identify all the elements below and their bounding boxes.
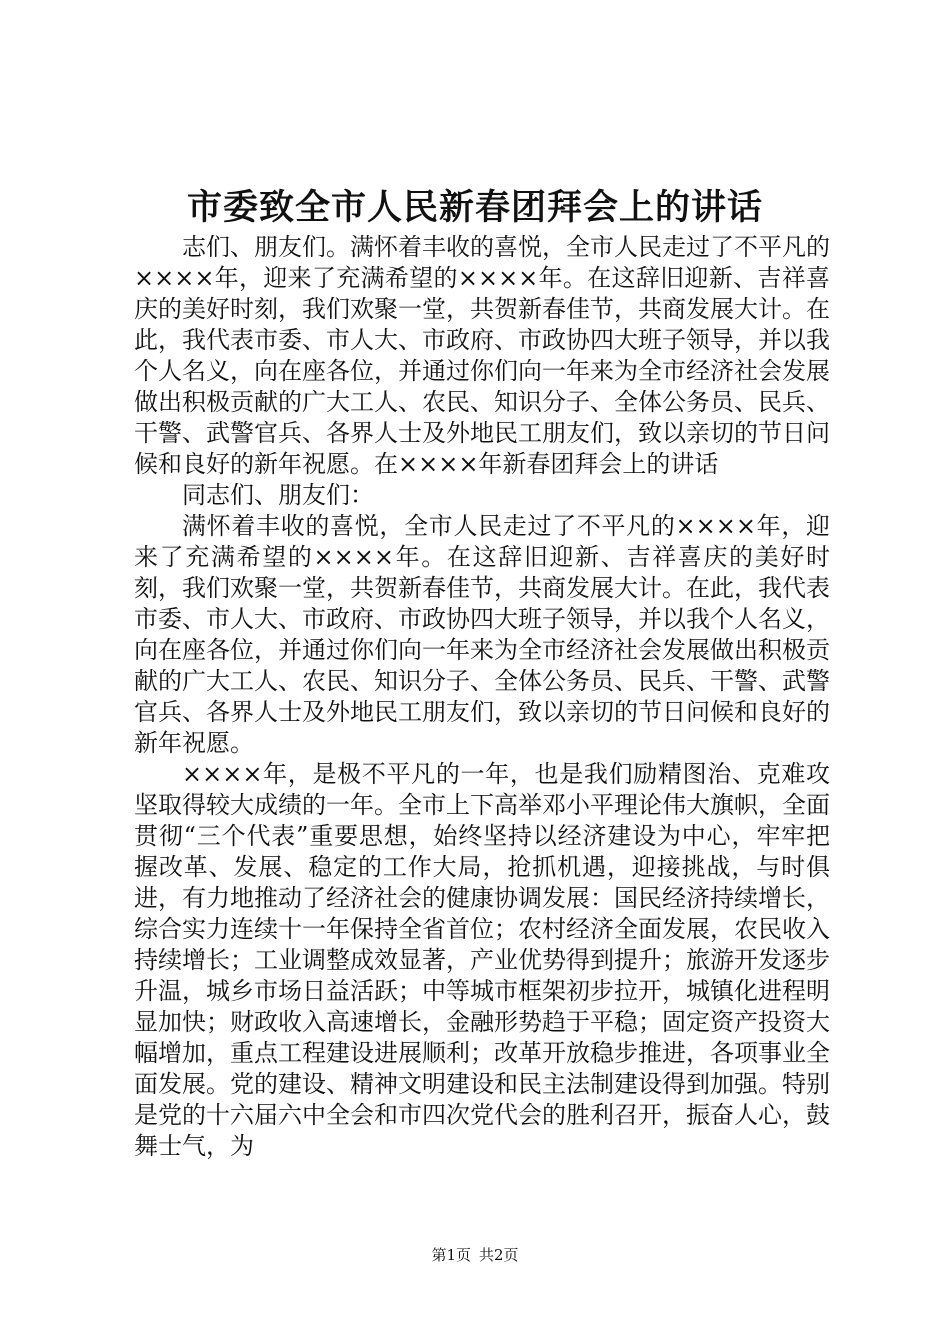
page-number: 第1页: [431, 1246, 471, 1264]
document-body: [134, 232, 830, 1162]
paragraph-2: 同志们、朋友们：: [182, 481, 374, 509]
paragraph-4: ××××年，是极不平凡的一年，也是我们励精图治、克难攻坚取得较大成绩的一年。全市上下高举邓小平理论伟大旗帜，全面贯彻“三个代表”重要思想，始终坚持以经济建设为中心，牢牢把握改革、发展、稳定的工作大局，抢抓机遇，迎接挑战，与时俱进，有力地推动了经济社会的健康协调发展：国民经济持续增长，综合实力连续十一年保持全省首位；农村经济全面发展，农民收入持续增长；工业调整成效显著，产业优势得到提升；旅游开发逐步升温，城乡市场日益活跃；中等城市框架初步拉开，城镇化进程明显加快；财政收入高速增长，金融形势趋于平稳；固定资产投资大幅增加，重点工程建设进展顺利；改革开放稳步推进，各项事业全面发展。党的建设、精神文明建设和民主法制建设得到加强。特别是党的十六届六中全会和市四次党代会的胜利召开，振奋人心，鼓舞士气，为: [134, 760, 830, 1160]
paragraph-3: 满怀着丰收的喜悦，全市人民走过了不平凡的××××年，迎来了充满希望的××××年。在这辞旧迎新、吉祥喜庆的美好时刻，我们欢聚一堂，共贺新春佳节，共商发展大计。在此，我代表市委、市人大、市政府、市政协四大班子领导，并以我个人名义，向在座各位，并通过你们向一年来为全市经济社会发展做出积极贡献的广大工人、农民、知识分子、全体公务员、民兵、干警、武警官兵、各界人士及外地民工朋友们，致以亲切的节日问候和良好的新年祝愿。: [134, 512, 830, 757]
page-total: 共2页: [479, 1246, 519, 1264]
page-title: 市委致全市人民新春团拜会上的讲话: [186, 187, 763, 228]
page-footer: [0, 1245, 950, 1265]
paragraph-1: 志们、朋友们。满怀着丰收的喜悦，全市人民走过了不平凡的××××年，迎来了充满希望的××××年。在这辞旧迎新、吉祥喜庆的美好时刻，我们欢聚一堂，共贺新春佳节，共商发展大计。在此，我代表市委、市人大、市政府、市政协四大班子领导，并以我个人名义，向在座各位，并通过你们向一年来为全市经济社会发展做出积极贡献的广大工人、农民、知识分子、全体公务员、民兵、干警、武警官兵、各界人士及外地民工朋友们，致以亲切的节日问候和良好的新年祝愿。在××××年新春团拜会上的讲话: [134, 233, 830, 478]
